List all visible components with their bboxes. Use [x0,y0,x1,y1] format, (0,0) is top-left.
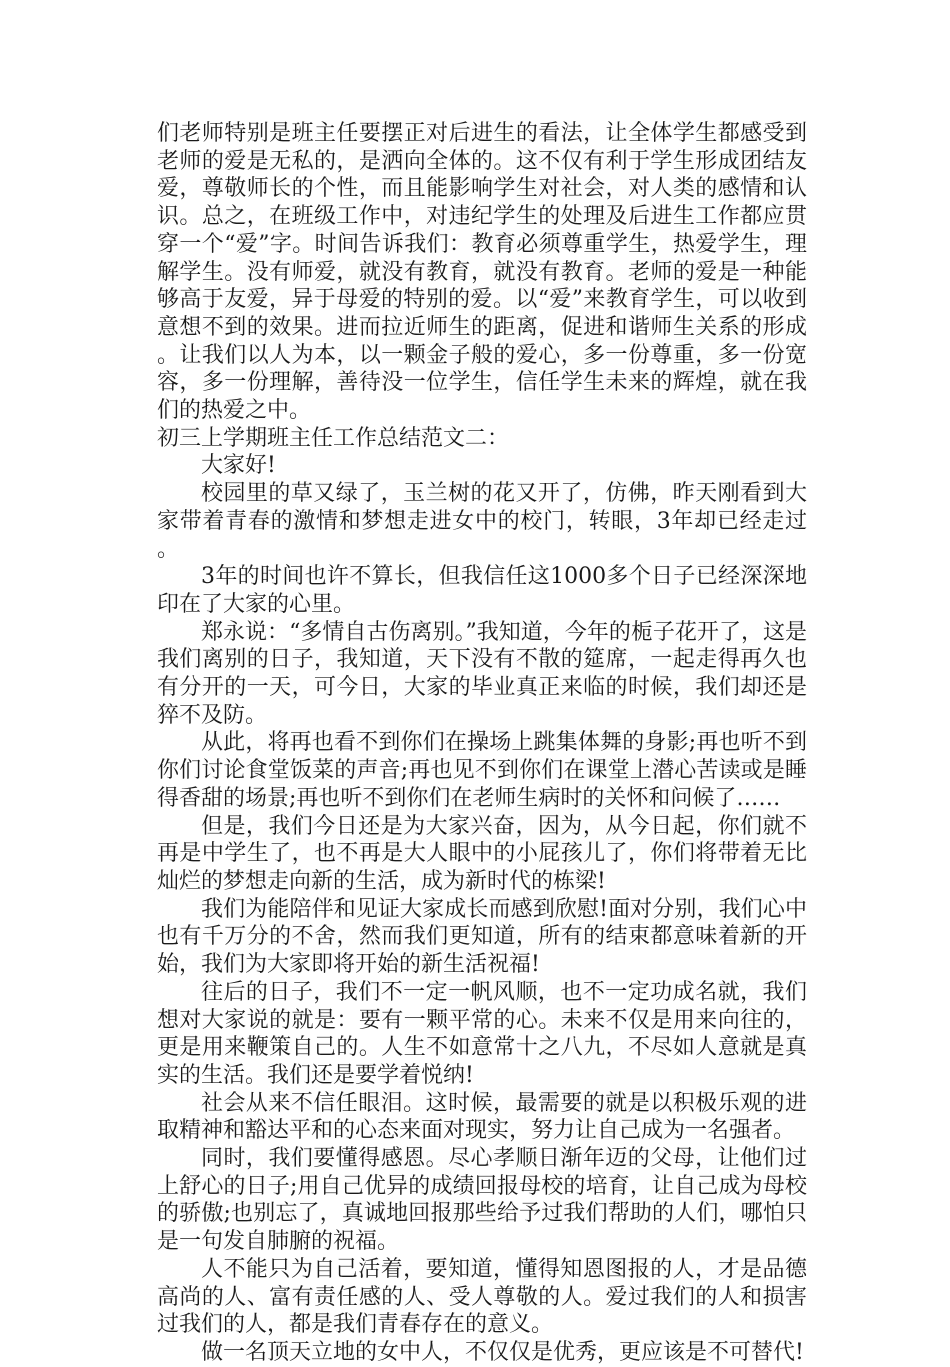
body-paragraph: 我们为能陪伴和见证大家成长而感到欣慰!面对分别，我们心中也有千万分的不舍，然而我们更知道，所有的结束都意味着新的开始，我们为大家即将开始的新生活祝福! [157,896,807,978]
body-paragraph: 做一名顶天立地的女中人，不仅仅是优秀，更应该是不可替代! [201,1339,804,1365]
body-paragraph: 3年的时间也许不算长，但我信任这1000多个日子已经深深地印在了大家的心里。 [157,564,807,617]
document-page [157,120,807,1367]
body-paragraph: 往后的日子，我们不一定一帆风顺，也不一定功成名就，我们想对大家说的就是：要有一颗平常的心。未来不仅是用来向往的，更是用来鞭策自己的。人生不如意常十之八九，不尽如人意就是真实的生活。我们还是要学着悦纳! [157,979,807,1088]
body-paragraph: 们老师特别是班主任要摆正对后进生的看法，让全体学生都感受到老师的爱是无私的，是洒向全体的。这不仅有利于学生形成团结友爱，尊敬师长的个性，而且能影响学生对社会，对人类的感情和认识。总之，在班级工作中，对违纪学生的处理及后进生工作都应贯穿一个“爱”字。时间告诉我们：教育必须尊重学生，热爱学生，理解学生。没有师爱，就没有教育，就没有教育。老师的爱是一种能够高于友爱，异于母爱的特别的爱。以“爱”来教育学生，可以收到意想不到的效果。进而拉近师生的距离，促进和谐师生关系的形成。让我们以人为本，以一颗金子般的爱心，多一份尊重，多一份宽容，多一份理解，善待没一位学生，信任学生未来的辉煌，就在我们的热爱之中。 [157,121,807,424]
body-paragraph: 社会从来不信任眼泪。这时候，最需要的就是以积极乐观的进取精神和豁达平和的心态来面对现实，努力让自己成为一名强者。 [157,1090,807,1144]
body-paragraph: 郑永说：“多情自古伤离别。”我知道，今年的栀子花开了，这是我们离别的日子，我知道，天下没有不散的筵席，一起走得再久也有分开的一天，可今日，大家的毕业真正来临的时候，我们却还是猝不及防。 [157,619,807,728]
body-paragraph: 但是，我们今日还是为大家兴奋，因为，从今日起，你们就不再是中学生了，也不再是大人眼中的小屁孩儿了，你们将带着无比灿烂的梦想走向新的生活，成为新时代的栋梁! [157,813,807,894]
body-paragraph: 大家好! [201,453,276,479]
body-paragraph: 同时，我们要懂得感恩。尽心孝顺日渐年迈的父母，让他们过上舒心的日子;用自己优异的成绩回报母校的培育，让自己成为母校的骄傲;也别忘了，真诚地回报那些给予过我们帮助的人们，哪怕只是一句发自肺腑的祝福。 [157,1146,807,1255]
body-paragraph: 从此，将再也看不到你们在操场上跳集体舞的身影;再也听不到你们讨论食堂饭菜的声音;再也见不到你们在课堂上潜心苦读或是睡得香甜的场景;再也听不到你们在老师生病时的关怀和问候了…… [157,730,807,811]
body-paragraph: 校园里的草又绿了，玉兰树的花又开了，仿佛，昨天刚看到大家带着青春的激情和梦想走进女中的校门，转眼，3年却已经走过。 [157,481,807,562]
section-heading: 初三上学期班主任工作总结范文二： [157,425,510,451]
body-paragraph: 人不能只为自己活着，要知道，懂得知恩图报的人，才是品德高尚的人、富有责任感的人、受人尊敬的人。爱过我们的人和损害过我们的人，都是我们青春存在的意义。 [157,1256,807,1338]
